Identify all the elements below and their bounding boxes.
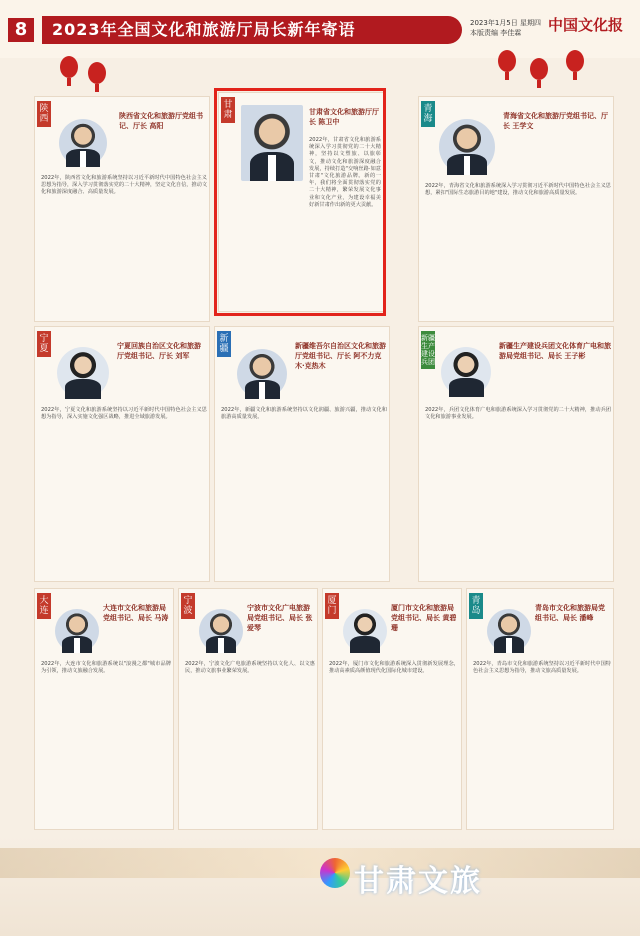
portrait-photo [237, 349, 287, 399]
article-text: 2022年，青岛市文化和旅游系统坚持以习近平新时代中国特色社会主义思想为指导，推动文旅高质量发展。 [473, 661, 611, 675]
article-card-bingtuan [418, 326, 614, 582]
author-name: 大连市文化和旅游局党组书记、局长 马涛 [103, 604, 169, 622]
author-name: 新疆生产建设兵团文化体育广电和旅游局党组书记、局长 王子彬 [499, 342, 611, 360]
lantern-icon [530, 58, 548, 80]
author-name: 宁夏回族自治区文化和旅游厅党组书记、厅长 刘军 [117, 342, 201, 360]
page-number: 8 [8, 18, 34, 42]
newspaper-masthead: 中国文化报 [548, 16, 624, 34]
author-name: 青岛市文化和旅游局党组书记、局长 潘峰 [535, 604, 605, 622]
brand-logo-icon [320, 858, 350, 888]
article-card-shaanxi [34, 96, 210, 322]
author-name: 宁波市文化广电旅游局党组书记、局长 张爱琴 [247, 604, 313, 632]
province-tag: 青海 [421, 101, 435, 127]
province-tag: 陕西 [37, 101, 51, 127]
portrait-photo [439, 119, 495, 175]
article-card-qingdao [466, 588, 614, 830]
article-card-ningbo [178, 588, 318, 830]
article-text: 2022年，兵团文化体育广电和旅游系统深入学习贯彻党的二十大精神，推动兵团文化和旅游事业发展。 [425, 407, 611, 421]
author-name: 陕西省文化和旅游厅党组书记、厅长 高阳 [119, 112, 203, 130]
article-card-ningxia [34, 326, 210, 582]
author-name: 青海省文化和旅游厅党组书记、厅长 王学文 [503, 112, 608, 130]
article-card-xiamen [322, 588, 462, 830]
province-tag: 厦门 [325, 593, 339, 619]
page-title: 2023年全国文化和旅游厅局长新年寄语 [42, 16, 462, 44]
author-name: 甘肃省文化和旅游厅厅长 陈卫中 [309, 108, 379, 126]
article-text: 2022年，青海省文化和旅游系统深入学习贯彻习近平新时代中国特色社会主义思想，紧扣"国际生态旅游目的地"建设，推动文化和旅游高质量发展。 [425, 183, 611, 197]
province-tag: 新疆 [217, 331, 231, 357]
article-card-qinghai [418, 96, 614, 322]
article-card-xinjiang [214, 326, 390, 582]
province-tag: 青岛 [469, 593, 483, 619]
article-text: 2022年，宁夏文化和旅游系统坚持以习近平新时代中国特色社会主义思想为指导，深入实施文化强区战略，推进全域旅游发展。 [41, 407, 207, 421]
portrait-photo [57, 347, 109, 399]
portrait-photo [59, 119, 107, 167]
lantern-icon [60, 56, 78, 78]
portrait-photo [441, 347, 491, 397]
author-name: 厦门市文化和旅游局党组书记、局长 黄碧珊 [391, 604, 457, 632]
province-tag: 宁波 [181, 593, 195, 619]
province-tag: 大连 [37, 593, 51, 619]
article-text: 2022年，陕西省文化和旅游系统坚持以习近平新时代中国特色社会主义思想为指导，深入学习贯彻落实党的二十大精神，坚定文化自信，推动文化和旅游深度融合、高质量发展。 [41, 175, 208, 196]
brand-watermark: 甘肃文旅 [354, 864, 482, 899]
page-header [0, 0, 640, 58]
article-text: 2022年，厦门市文化和旅游系统深入贯彻新发展理念，推动高素质高颜值现代化国际化城市建设。 [329, 661, 459, 675]
province-tag: 宁夏 [37, 331, 51, 357]
portrait-photo [487, 609, 531, 653]
date-line: 2023年1月5日 星期四 [470, 19, 541, 27]
editor-line: 本版责编 李佳霖 [470, 29, 522, 37]
article-card-dalian [34, 588, 174, 830]
article-text: 2022年，大连市文化和旅游系统以"浪漫之都"城市品牌为引领，推动文旅融合发展。 [41, 661, 171, 675]
highlight-frame [214, 88, 386, 316]
portrait-photo [55, 609, 99, 653]
date-block [470, 18, 541, 38]
article-text: 2022年，甘肃省文化和旅游系统深入学习贯彻党的二十大精神，坚持以文塑旅、以旅彰文，推动文化和旅游深度融合发展，持续打造"交响丝路·如意甘肃"文化旅游品牌。新的一年，我们将全面贯彻落实党的二十大精神，繁荣发展文化事业和文化产业，为建设幸福美好新甘肃作出新的更大贡献。 [309, 137, 381, 208]
article-text: 2022年，宁波文化广电旅游系统坚持以文化人、以文惠民，推动文旅事业繁荣发展。 [185, 661, 315, 675]
portrait-photo [199, 609, 243, 653]
article-text: 2022年，新疆文化和旅游系统坚持以文化润疆、旅游兴疆，推动文化和旅游高质量发展。 [221, 407, 387, 421]
portrait-photo [343, 609, 387, 653]
lantern-icon [566, 50, 584, 72]
lantern-icon [498, 50, 516, 72]
province-tag: 新疆生产建设兵团 [421, 331, 435, 369]
lantern-icon [88, 62, 106, 84]
author-name: 新疆维吾尔自治区文化和旅游厅党组书记、厅长 阿不力克木·克热木 [295, 342, 386, 370]
province-tag: 甘肃 [221, 97, 235, 123]
